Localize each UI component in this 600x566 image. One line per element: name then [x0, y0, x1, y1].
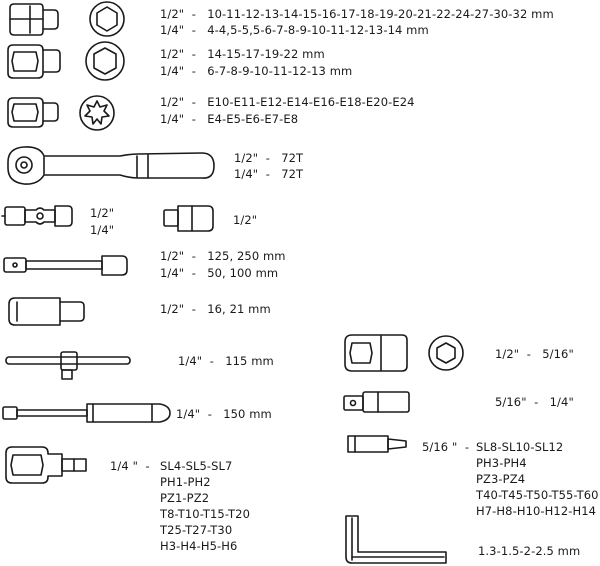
adapter-icon [164, 206, 213, 231]
universal-joint-icon [2, 206, 72, 226]
spark-plug-socket-spec: 1/2" - 16, 21 mm [160, 302, 271, 316]
sockets-deep-spec-1: 1/2" - 14-15-17-19-22 mm [160, 47, 325, 61]
bits-item: T40-T45-T50-T55-T60 [476, 488, 599, 502]
bit-socket-item: PZ1-PZ2 [160, 491, 210, 505]
bit-socket-item: T25-T27-T30 [160, 523, 233, 537]
extension-spec-1: 1/2" - 125, 250 mm [160, 249, 286, 263]
spinner-handle-spec: 1/4" - 150 mm [176, 407, 272, 421]
bit-socket-list [160, 458, 250, 554]
socket-hex-icon [10, 4, 58, 35]
spinner-handle-icon [3, 404, 170, 422]
ratchet-icon [8, 147, 214, 184]
sockets-deep-spec-2: 1/4" - 6-7-8-9-10-11-12-13 mm [160, 64, 353, 78]
bits-item: PH3-PH4 [476, 456, 527, 470]
torx-end-icon [80, 96, 114, 130]
bit-socket-item: PH1-PH2 [160, 475, 211, 489]
socket-deep-icon [8, 45, 60, 78]
bit-adapter-spec: 1/2" - 5/16" [495, 347, 574, 361]
bit-adapter-socket-icon [345, 335, 407, 371]
bit-icon [348, 436, 406, 452]
t-bar-spec: 1/4" - 115 mm [178, 354, 274, 368]
socket-torx-icon [8, 98, 58, 127]
bits-size: 5/16 " - [422, 440, 470, 454]
sockets-hex-spec-1: 1/2" - 10-11-12-13-14-15-16-17-18-19-20-21-22-24-27-30-32 mm [160, 7, 554, 21]
universal-joint-spec-1: 1/2" [90, 206, 115, 220]
bit-socket-icon [6, 447, 86, 483]
bits-item: PZ3-PZ4 [476, 472, 526, 486]
hex-key-icon [346, 516, 446, 563]
bit-socket-item: SL4-SL5-SL7 [160, 459, 233, 473]
bit-socket-item: T8-T10-T15-T20 [160, 507, 250, 521]
extension-bar-icon [4, 256, 127, 275]
hex-end-icon [90, 2, 124, 36]
bit-socket-size: 1/4 " - [110, 459, 150, 473]
spark-plug-socket-icon [9, 298, 84, 325]
t-bar-icon [6, 352, 130, 379]
adapter-spec: 1/2" [233, 213, 258, 227]
bits-item: SL8-SL10-SL12 [476, 440, 564, 454]
sockets-torx-spec-1: 1/2" - E10-E11-E12-E14-E16-E18-E20-E24 [160, 95, 415, 109]
sockets-torx-spec-2: 1/4" - E4-E5-E6-E7-E8 [160, 112, 299, 126]
bits-list [476, 439, 599, 519]
ratchet-spec-2: 1/4" - 72T [234, 167, 304, 181]
bit-socket-item: H3-H4-H5-H6 [160, 539, 238, 553]
sockets-hex-spec-2: 1/4" - 4-4,5-5,5-6-7-8-9-10-11-12-13-14 mm [160, 23, 429, 37]
hex-deep-end-icon [86, 42, 124, 80]
universal-joint-spec-2: 1/4" [90, 223, 115, 237]
bits-item: H7-H8-H10-H12-H14 [476, 504, 597, 518]
bit-holder-spec: 5/16" - 1/4" [495, 395, 574, 409]
ratchet-spec-1: 1/2" - 72T [234, 151, 304, 165]
bit-adapter-end-icon [429, 336, 463, 370]
extension-spec-2: 1/4" - 50, 100 mm [160, 266, 279, 280]
hex-keys-spec: 1.3-1.5-2-2.5 mm [478, 544, 581, 558]
bit-holder-icon [344, 392, 409, 412]
